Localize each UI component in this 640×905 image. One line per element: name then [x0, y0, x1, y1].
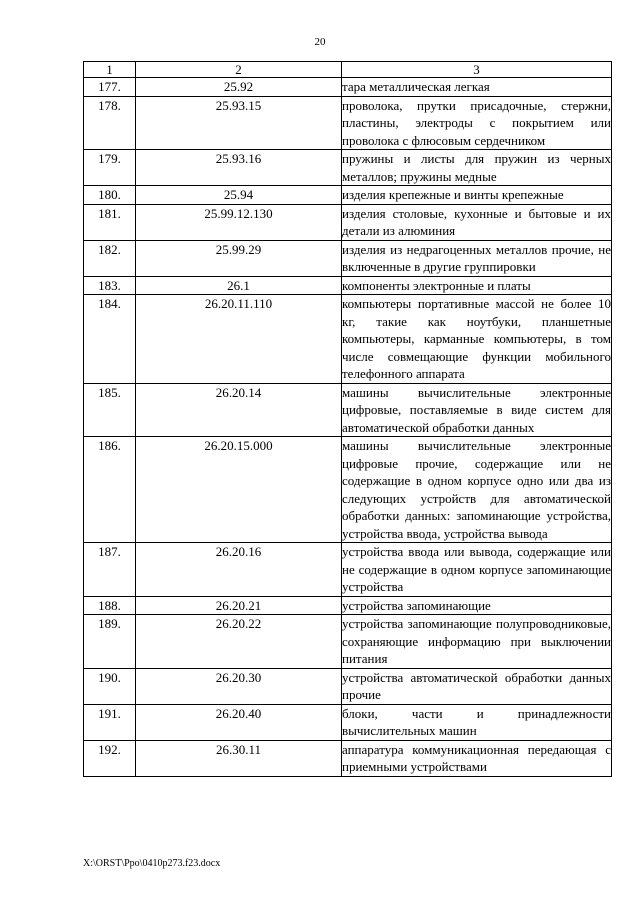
table-row: [84, 150, 612, 186]
table-row: [84, 740, 612, 776]
row-code: 25.93.16: [136, 150, 342, 186]
row-number: 185.: [84, 383, 136, 437]
column-header-code: 2: [136, 62, 342, 78]
table-row: [84, 615, 612, 669]
row-number: 183.: [84, 276, 136, 295]
table-row: [84, 204, 612, 240]
table-row: [84, 668, 612, 704]
row-number: 184.: [84, 295, 136, 384]
table-row: [84, 383, 612, 437]
table-row: [84, 437, 612, 543]
row-description: устройства ввода или вывода, содержащие или не содержащие в одном корпусе запоминающие устройства: [342, 544, 611, 594]
row-description: компьютеры портативные массой не более 10 кг, такие как ноутбуки, планшетные компьютеры, карманные компьютеры, в том числе совмещающие функции мобильного телефонного аппарата: [342, 296, 611, 381]
page-number: 20: [314, 36, 326, 48]
row-description: устройства запоминающие: [342, 596, 612, 615]
row-code: 25.92: [136, 78, 342, 97]
row-code: 26.20.14: [136, 383, 342, 437]
row-code: 26.30.11: [136, 740, 342, 776]
row-description: изделия из недрагоценных металлов прочие, не включенные в другие группировки: [342, 241, 611, 274]
row-code: 26.20.16: [136, 543, 342, 597]
row-description: устройства автоматической обработки данных прочие: [342, 669, 611, 702]
table-row: [84, 240, 612, 276]
row-description: блоки, части и принадлежности вычислительных машин: [342, 705, 611, 738]
row-code: 26.20.30: [136, 668, 342, 704]
table-row: [84, 543, 612, 597]
row-code: 25.99.12.130: [136, 204, 342, 240]
row-description: машины вычислительные электронные цифровые, поставляемые в виде систем для автоматической обработки данных: [342, 384, 611, 435]
table-row: [84, 78, 612, 97]
row-number: 181.: [84, 204, 136, 240]
row-number: 190.: [84, 668, 136, 704]
row-number: 178.: [84, 96, 136, 150]
column-header-number: 1: [84, 62, 136, 78]
row-code: 25.93.15: [136, 96, 342, 150]
document-file-path: X:\ORST\Ppo\0410p273.f23.docx: [83, 858, 221, 869]
row-number: 179.: [84, 150, 136, 186]
table-row: [84, 704, 612, 740]
row-number: 191.: [84, 704, 136, 740]
table-row: [84, 186, 612, 205]
row-code: 25.94: [136, 186, 342, 205]
row-code: 26.20.40: [136, 704, 342, 740]
row-number: 187.: [84, 543, 136, 597]
row-description: устройства запоминающие полупроводниковые, сохраняющие информацию при выключении питания: [342, 616, 611, 666]
row-description: тара металлическая легкая: [342, 78, 612, 97]
row-code: 25.99.29: [136, 240, 342, 276]
product-codes-table: [83, 61, 612, 777]
table-header-row: [84, 62, 612, 78]
row-description: изделия столовые, кухонные и бытовые и их детали из алюминия: [342, 205, 611, 238]
row-number: 177.: [84, 78, 136, 97]
table-row: [84, 96, 612, 150]
row-description: аппаратура коммуникационная передающая с приемными устройствами: [342, 741, 611, 774]
row-code: 26.1: [136, 276, 342, 295]
row-description: изделия крепежные и винты крепежные: [342, 186, 612, 205]
row-number: 182.: [84, 240, 136, 276]
row-description: пружины и листы для пружин из черных металлов; пружины медные: [342, 151, 611, 184]
row-number: 186.: [84, 437, 136, 543]
row-number: 188.: [84, 596, 136, 615]
row-description: машины вычислительные электронные цифровые прочие, содержащие или не содержащие в одном корпусе одно или два из следующих устройств для автоматической обработки данных: запоминающие устройства, устройства ввода, устройства вывода: [342, 438, 611, 541]
table-row: [84, 596, 612, 615]
row-code: 26.20.15.000: [136, 437, 342, 543]
row-code: 26.20.21: [136, 596, 342, 615]
row-number: 189.: [84, 615, 136, 669]
column-header-description: 3: [342, 62, 612, 78]
row-number: 192.: [84, 740, 136, 776]
table-row: [84, 295, 612, 384]
row-description: проволока, прутки присадочные, стержни, пластины, электроды с покрытием или проволока с флюсовым сердечником: [342, 97, 611, 148]
row-description: компоненты электронные и платы: [342, 276, 612, 295]
table-row: [84, 276, 612, 295]
row-code: 26.20.22: [136, 615, 342, 669]
row-number: 180.: [84, 186, 136, 205]
row-code: 26.20.11.110: [136, 295, 342, 384]
